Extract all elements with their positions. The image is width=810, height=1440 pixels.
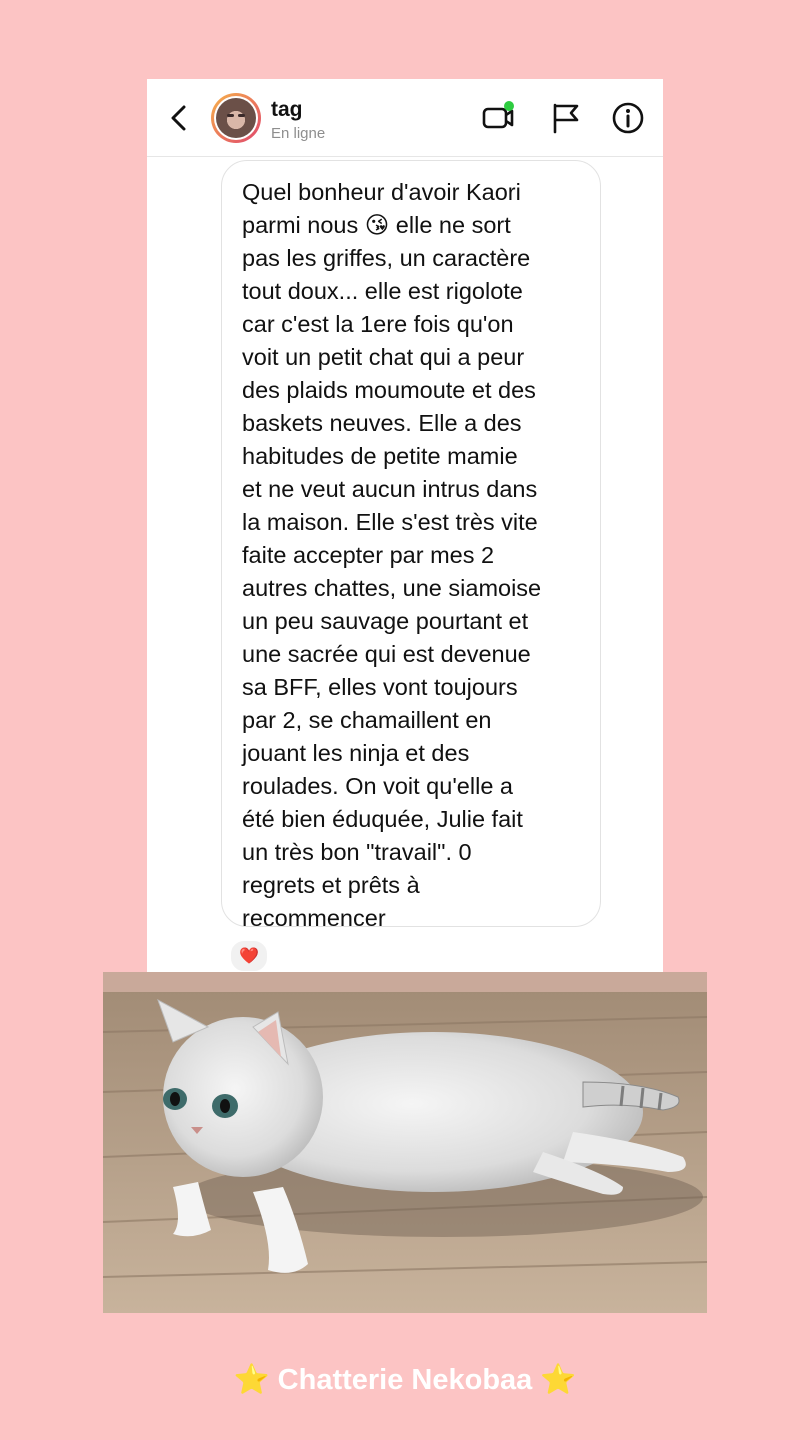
chat-card <box>147 79 663 984</box>
contact-name[interactable]: tag <box>271 98 303 121</box>
flag-icon[interactable] <box>549 101 583 135</box>
avatar[interactable] <box>211 93 261 143</box>
online-status: En ligne <box>271 125 326 142</box>
info-icon[interactable] <box>611 101 645 135</box>
star-icon: ⭐ <box>233 1364 270 1396</box>
back-arrow-icon[interactable] <box>165 103 193 133</box>
chat-header <box>147 79 663 157</box>
message-text: Quel bonheur d'avoir Kaori parmi nous 😘 elle ne sort pas les griffes, un caractère tout doux... elle est rigolote car c'est la 1ere fois qu'on voit un petit chat qui a peur des plaids moumoute et des baskets neuves. Elle a des habitudes de petite mamie et ne veut aucun intrus dans la maison. Elle s'est très vite faite accepter par mes 2 autres chattes, une siamoise un peu sauvage pourtant et une sacrée qui est devenue sa BFF, elles vont toujours par 2, se chamaillent en jouant les ninja et des roulades. On voit qu'elle a été bien éduquée, Julie fait un très bon "travail". 0 regrets et prêts à recommencer <box>242 179 542 931</box>
video-call-icon[interactable] <box>481 101 515 135</box>
star-icon: ⭐ <box>540 1364 577 1396</box>
brand-title: Chatterie Nekobaa <box>277 1364 533 1396</box>
avatar-image <box>216 98 256 138</box>
cat-photo-illustration <box>103 972 707 1313</box>
heart-icon: ❤️ <box>239 948 259 965</box>
message-bubble[interactable] <box>221 160 601 931</box>
heart-reaction[interactable] <box>229 939 269 973</box>
cat-photo <box>103 972 707 1313</box>
brand-footer <box>0 1363 810 1397</box>
